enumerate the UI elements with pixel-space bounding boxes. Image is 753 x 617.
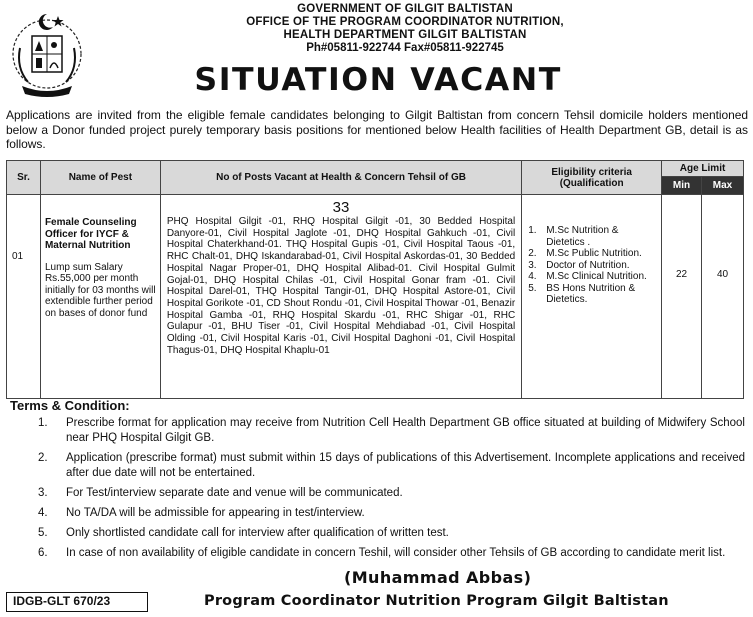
vacancy-table	[6, 160, 744, 399]
header-eligibility: Eligibility criteria (Qualification	[522, 161, 662, 195]
list-item: 2. M.Sc Public Nutrition.	[528, 248, 642, 259]
row-posts-vacant	[160, 195, 521, 399]
row-age-max: 40	[702, 195, 744, 399]
row-post	[40, 195, 160, 399]
list-item: 3. Doctor of Nutrition.	[528, 259, 630, 271]
row-age-min: 22	[662, 195, 702, 399]
hospital-list: PHQ Hospital Gilgit -01, RHQ Hospital Gilgit -01, 30 Bedded Hospital Danyore-01, Civil Hospital Jaglote -01, DHQ Hospital Gahkuch -01, Civil Hospital Chaterkhand-01. THQ Hospital Gupis -01, Civil Hospital Taous -01, RHC Chalt-01, DHQ Iskandarabad-01, Civil Hospital Askordas-01, 30 Bedded Hospital Nagar Proper-01, DHQ Hospital Alibad-01. Civil Hospital Gulmit Gojal-01, DHQ Hospital Chilas -01, Civil Hospital Gonar fram -01. Civil Hospital Darel-01, THQ Hospital Tangir-01, DHQ Hospital Astore-01, Civil Hospital Gorikote -01, CD Shout Rondu -01, Civil Hospital Thowar -01, Benazir Hospital Gamba -01, RHQ Hospital Skardu -01, RHC Shigar -01, RHC Gulapur -01, BHU Tiser -01, Civil Hospital Mehdiabad -01, Civil Hospital Olding -01, Civil Hospital Karis -01, Civil Hospital Daghoni -01, Civil Hospital Thagus-01, DHQ Hospital Khaplu-01	[166, 216, 516, 356]
list-item: 4. M.Sc Clinical Nutrition.	[528, 271, 647, 282]
org-line-government: GOVERNMENT OF GILGIT BALTISTAN	[297, 3, 513, 15]
signatory-designation: Program Coordinator Nutrition Program Gilgit Baltistan	[204, 593, 669, 609]
org-line-department: HEALTH DEPARTMENT GILGIT BALTISTAN	[283, 29, 527, 41]
list-item: 4. No TA/DA will be admissible for appearing in test/interview.	[38, 507, 365, 519]
intro-paragraph: Applications are invited from the eligible female candidates belonging to Gilgit Baltistan from concern Tehsil domicile holders mentioned below a Donor funded project purely temporary basis positions for mentioned below Health facilities of Health Department GB, detail is as follows.	[6, 108, 748, 151]
signatory-name: (Muhammad Abbas)	[344, 568, 532, 587]
government-emblem-icon	[8, 8, 86, 100]
post-name: Female Counseling Officer for IYCF & Maternal Nutrition	[44, 217, 137, 251]
header-age-limit: Age Limit	[662, 161, 744, 177]
header-posts-vacant: No of Posts Vacant at Health & Concern Tehsil of GB	[160, 161, 521, 195]
terms-list	[30, 416, 745, 566]
issuing-office	[150, 3, 660, 55]
page-title: SITUATION VACANT	[194, 62, 562, 98]
list-item: 6. In case of non availability of eligible candidate in concern Teshil, will consider other Tehsils of GB according to candidate merit list.	[38, 547, 726, 559]
list-item: 3. For Test/interview separate date and venue will be communicated.	[38, 487, 403, 499]
list-item: 5. BS Hons Nutrition & Dietetics.	[528, 282, 636, 305]
header-post-name: Name of Pest	[40, 161, 160, 195]
row-eligibility	[522, 195, 662, 399]
org-line-office: OFFICE OF THE PROGRAM COORDINATOR NUTRITION,	[246, 16, 564, 28]
phone-fax: Ph#05811-922744 Fax#05811-922745	[306, 42, 504, 54]
list-item: 1. M.Sc Nutrition & Dietetics .	[528, 225, 619, 248]
header-age-max: Max	[702, 177, 744, 195]
header-age-min: Min	[662, 177, 702, 195]
post-salary: Lump sum Salary Rs.55,000 per month initially for 03 months will extendible further period on bases of donor fund	[44, 261, 156, 319]
list-item: 1. Prescribe format for application may receive from Nutrition Cell Health Department GB office situated at building of Midwifery School near PHQ Hospital Gilgit GB.	[38, 417, 745, 444]
table-row	[7, 195, 744, 399]
list-item: 2. Application (prescribe format) must submit within 15 days of publications of this Advertisement. Incomplete applications and received after due date will not be entertained.	[38, 452, 745, 479]
posts-count: 33	[332, 199, 350, 216]
footer	[6, 592, 746, 612]
terms-heading: Terms & Condition:	[10, 398, 130, 413]
header-sr: Sr.	[7, 161, 41, 195]
advertisement-header	[0, 0, 753, 108]
row-sr: 01	[7, 195, 41, 399]
eligibility-list	[522, 195, 661, 306]
list-item: 5. Only shortlisted candidate call for interview after qualification of written test.	[38, 527, 449, 539]
ad-code: IDGB-GLT 670/23	[6, 592, 148, 612]
